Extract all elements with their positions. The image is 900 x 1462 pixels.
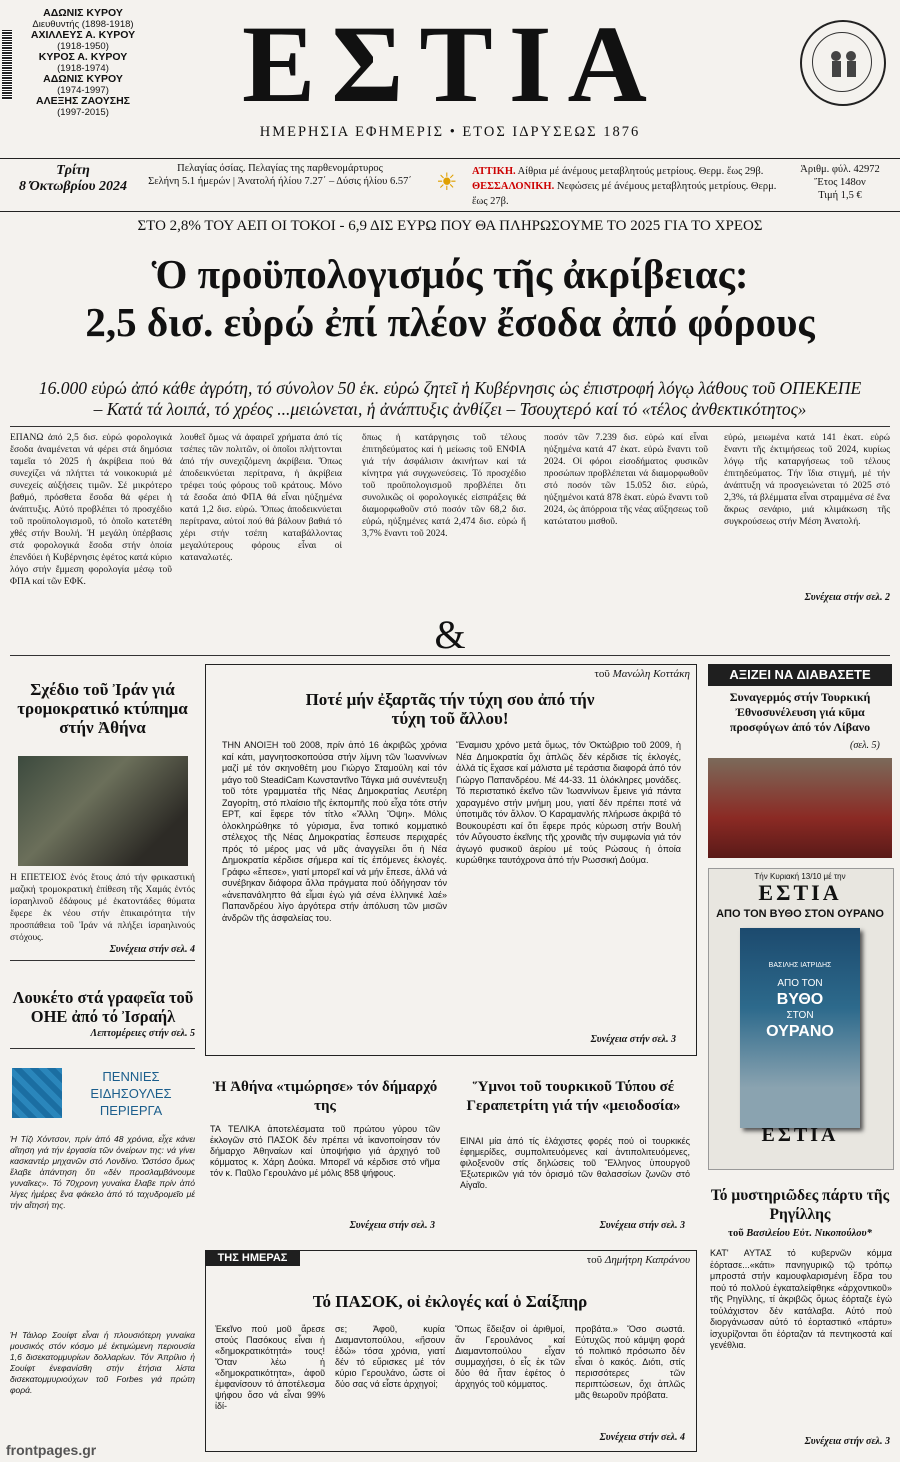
day-byline: τοῦ Δημήτρη Καπράνου — [586, 1254, 690, 1266]
lead-headline: Ὁ προϋπολογισμός τῆς ἀκρίβειας: 2,5 δισ. εὐρώ ἐπί πλέον ἔσοδα ἀπό φόρους — [85, 251, 815, 345]
iran-story-continued[interactable]: Συνέχεια στήν σελ. 4 — [109, 944, 195, 955]
lead-column-5: εὐρώ, μειωμένα κατά 141 ἑκατ. εὐρώ ἔναντι τῆς ἐκτιμήσεως τοῦ 2024, κυρίως λόγῳ τῆς καταργήσεως τοῦ τέλους ἐπιτηδεύματος. Τήν ἴδια στιγμή, μέ τήν ἀνάπτυξη νά προσγειώνεται τό 2025 στό 2,3%, τά βλέμματα εἶναι στραμμένα σέ ἕνα ἄκρως σενάριο, μιά κλιμάκωση τῆς συγκρούσεως στήν Μέση Ἀνατολή. — [724, 433, 890, 527]
storefront-photo — [18, 756, 188, 866]
founders-list: ΑΔΩΝΙΣ ΚΥΡΟΥ Διευθυντής (1898-1918) ΑΧΙΛΛΕΥΣ Α. ΚΥΡΟΥ (1918-1950) ΚΥΡΟΣ Α. ΚΥΡΟΥ (1918-1974) ΑΔΩΝΙΣ ΚΥΡΟΥ (1974-1997) ΑΛΕΞΗΣ ΖΑΟΥΣΗΣ (1997-2015) — [30, 7, 136, 118]
athens-story-title: Ἡ Ἀθήνα «τιμώρησε» τόν δήμαρχό της — [212, 1079, 438, 1114]
day-header: ΤΗΣ ΗΜΕΡΑΣ — [205, 1250, 300, 1266]
book-title: ΑΠΟ ΤΟΝ ΒΥΘΟ ΣΤΟΝ ΟΥΡΑΝΟ — [766, 978, 834, 1040]
un-story-title: Λουκέτο στά γραφεῖα τοῦ ΟΗΕ ἀπό τό Ἰσραήλ — [12, 988, 194, 1026]
promo-top-line: Τήν Κυριακή 13/10 μέ την — [754, 872, 846, 881]
day-continued[interactable]: Συνέχεια στήν σελ. 4 — [599, 1432, 685, 1443]
lead-column-4: ποσόν τῶν 7.239 δισ. εὐρώ καί εἶναι ηὐξημένα κατά 47 ἑκατ. εὐρώ ἔναντι τοῦ 2024. Οἱ φόροι εἰσοδήματος φυσικῶν προσώπων προβλέπεται νά διαμορφωθοῦν στό ποσόν τῶν 15.052 δισ. εὐρώ, ηὐξημένοι κατά 878 ἑκατ. εὐρώ ἔναντι τοῦ 2024, ὡς ἀπόρροια τῆς νέας αὔξησεως τοῦ κατώτατου μισθοῦ. — [544, 433, 708, 527]
day-column-2: σε; Ἀφοῦ, κυρία Διαμαντοπούλου, «ἤσουν ἐδώ» τόσα χρόνια, γιατί δέν τό εὕρισκες μέ τόν κύριο Γερουλάνο, ὥστε οἱ δύο σας νά εἶστε ἀρχηγοί; — [335, 1324, 445, 1389]
divider — [10, 655, 890, 656]
athens-story-body: ΤΑ ΤΕΛΙΚΑ ἀποτελέσματα τοῦ πρώτου γύρου τῶν ἐκλογῶν στό ΠΑΣΟΚ δέν πρέπει νά ἱκανοποίησαν τόν δήμαρχο Ἀθηναίων καί ὑποψήφιο γιά ἀρχηγό τοῦ κόμματος κ. Χάρη Δούκα. Μπορεῖ νά κέρδισε στό νῆμα τόν κ. Παῦλο Γερουλάνο μέ μόλις 858 ψήφους. — [210, 1124, 440, 1178]
pennies-item-2: Ἡ Τάιλορ Σουίφτ εἶναι ἡ πλουσιότερη γυναίκα μουσικός στόν κόσμο μέ ἐκτιμώμενη περιουσία 1,6 δισεκατομμυρίων δολλαρίων. Τόν Ἀπρίλιο ἡ Σουίφτ ἐνεφανίσθη στήν ἐτήσια λίστα δισεκατομμυριούχων τοῦ Forbes γιά πρώτη φορά. — [10, 1330, 195, 1395]
day-column-1: Ἐκεῖνο πού μοῦ ἄρεσε στούς Πασόκους εἶναι ἡ «δημοκρατικότητά» τους! Ὅταν λέω ἡ «δημοκρατικότητα», ἀφοῦ ἐμφανίσουν τό ἀποτέλεσμα ψήφου ὅσο νά εἶναι 99% ἰδί- — [215, 1324, 325, 1411]
lead-kicker: ΣΤΟ 2,8% ΤΟΥ ΑΕΠ ΟΙ ΤΟΚΟΙ - 6,9 ΔΙΣ ΕΥΡΩ ΠΟΥ ΘΑ ΠΛΗΡΩΣΟΥΜΕ ΤΟ 2025 ΓΙΑ ΤΟ ΧΡΕΟΣ — [137, 218, 763, 234]
day-column-4: προβάτα.» Ὄσο σωστά. Εὐτυχῶς πού κάμψη φορά τό πολιτικό πρόσωπο δέν εἶναι ὁ κακός. Διότι, στίς περισσότερες τῶν περιπτώσεων, ὄχι ἁπλῶς μᾶς θεωροῦν πρόβατα. — [575, 1324, 685, 1400]
promo-bottom-brand: ΕΣΤΙΑ — [761, 1124, 839, 1146]
lead-deck: 16.000 εὐρώ ἀπό κάθε ἀγρότη, τό σύνολον 50 ἑκ. εὐρώ ζητεῖ ἡ Κυβέρνησις ὡς ἐπιστροφή λόγῳ λάθους τοῦ ΟΠΕΚΕΠΕ – Κατά τά λοιπά, τό χρέος ...μειώνεται, ἡ ἀνάπτυξις ἀνθίζει – Τσουχτερό καί τό «τέλος ἀνθεκτικότητος» — [38, 378, 862, 419]
masthead-title: ΕΣΤΙΑ — [242, 3, 663, 125]
divider — [10, 1048, 195, 1049]
lead-continued[interactable]: Συνέχεια στήν σελ. 2 — [804, 592, 890, 603]
hymns-story-continued[interactable]: Συνέχεια στήν σελ. 3 — [599, 1220, 685, 1231]
pennies-logo-icon — [12, 1068, 62, 1118]
lead-column-1: ΕΠΑΝΩ ἀπό 2,5 δισ. εὐρώ φορολογικά ἔσοδα ἀναμένεται νά φέρει στά δημόσια ταμεῖα τό 2025 ἡ ἀκρίβεια πού θά συνεχίζει νά πλήττει τά νοικοκυριά μέ συνεχείς αὐξήσεις τιμῶν. Σέ μικρότερο βαθμό, πρόσθετα ἔσοδα θά φέρει ἡ ἀνάπτυξις. Αὐτό προβλέπει τό προσχέδιο τοῦ προϋπολογισμοῦ, τό ὁποῖο κατετέθη χθές στήν Βουλή. Ἡ μεγάλη ὑπέρβασις στά φορολογικά ἔσοδα στήν ὁποία ἐπενδύει ἡ Κυβέρνησις ἐφέτος κατά κύριο λόγο στήν ἔμμεση φορολογία μέσῳ τοῦ ΦΠΑ καί τῶν ΕΦΚ. — [10, 433, 172, 587]
pennies-item-1: Ἡ Τίζι Χόντσον, πρίν ἀπό 48 χρόνια, εἶχε κάνει αἴτηση γιά τήν ἐργασία τῶν ὀνείρων της: νά γίνει κασκαντέρ μηχανῶν στό Λονδίνο. Ὡστόσο ὅμως ἔλαβε ἀπάντηση ὅτι «δέν προσλαμβάνουμε γυναῖκες». Τό 70χρονη γυναίκα ἔλαβε πρίν ἀπό λίγες ἡμέρες ἕνα φάκελο ἀπό τό ταχυδρομεῖο μέ τήν αἴτησή της. — [10, 1134, 195, 1210]
parliament-photo — [708, 758, 892, 858]
book-author: ΒΑΣΙΛΗΣ ΙΑΤΡΙΔΗΣ — [768, 962, 832, 969]
lead-column-2: λουθεῖ ὅμως νά ἀφαιρεῖ χρήματα ἀπό τίς τσέπες τῶν πολιτῶν, οἱ ὁποῖοι πλήττονται ἀπό τήν συνεχιζόμενη ἀκρίβεια. Ὅπως ἀποδεικνύεται περίτρανα, ἡ ἀκρίβεια τρέφει τούς φόρους τοῦ κράτους. Μόνο τά ἔσοδα ἀπό ΦΠΑ θά εἶναι ηὐξημένα κατά 1,2 δισ. εὐρώ. Ὅπως ἀποδεικνύεται περίτρανα, αὐτοί πού θά βάλουν βαθιά τό χέρι στήν τσέπη καταβάλλοντας μεγαλύτερους φόρους εἶναι οἱ καταναλωτές. — [180, 433, 342, 563]
opinion-byline: τοῦ Μανώλη Κοττάκη — [594, 668, 690, 680]
divider — [10, 960, 195, 961]
rigilli-body: ΚΑΤ' ΑΥΤΑΣ τό κυβερνῶν κόμμα ἑόρτασε...«κάτι» πανηγυρικῷ τῷ τρόπῳ μπροστά στήν καμουφλαρισμένη ἔδρα του πού τό πολλού ἐγκαταλείφθηκε «ἀρχοντικοῦ» τῆς Ρηγίλλης, τί ἀκριβῶς ὅμως ἑόρταζε ἐγώ τοὐλάχιστον δέν κατάλαβα. Αὐτό πού διοργάνωσαν αὐτό τό ἑορταστικό «πάρτυ» ἰσχυρίζονται ὅτι ἑόρταζαν τά πεντηκοστά καί γενέθλια. — [710, 1248, 892, 1350]
worth-reading-title[interactable]: Συναγερμός στήν Τουρκική Ἐθνοσυνέλευση γιά κῦμα προσφύγων ἀπό τόν Λίβανο — [729, 690, 871, 734]
hymns-story-body: ΕΙΝΑΙ μία ἀπό τίς ἐλάχιστες φορές πού οἱ τουρκικές ἐφημερίδες, συμπολιτευόμενες καί ἀντιπολιτευόμενες, φιλοξενοῦν στίς δηλώσεις τοῦ Ἕλληνος ὑπουργοῦ Ἐξωτερικῶν γιά τόν ὁρισμό τῶν θαλασσίων ζωνῶν στό Αἰγαῖο. — [460, 1136, 690, 1190]
rigilli-title: Τό μυστηριῶδες πάρτυ τῆς Ρηγίλλης — [710, 1187, 890, 1223]
source-watermark: frontpages.gr — [6, 1442, 97, 1458]
worth-reading-ref: (σελ. 5) — [850, 740, 880, 751]
promo-brand: ΕΣΤΙΑ — [758, 880, 842, 905]
day-column-3: Ὅπως ἔδειξαν οἱ ἀριθμοί, ἄν Γερουλάνος καί Διαμαντοπούλου εἶχαν συμμαχήσει, ὁ εἷς ἐκ τῶν δύο θά ἦταν ἐφέτος ὁ ἀρχηγός τοῦ κόμματος. — [455, 1324, 565, 1389]
divider — [10, 426, 890, 427]
day-title: Τό ΠΑΣΟΚ, οἱ ἐκλογές καί ὁ Σαίξπηρ — [312, 1292, 588, 1311]
athens-story-continued[interactable]: Συνέχεια στήν σελ. 3 — [349, 1220, 435, 1231]
masthead-subtitle: ΗΜΕΡΗΣΙΑ ΕΦΗΜΕΡΙΣ • ΕΤΟΣ ΙΔΡΥΣΕΩΣ 1876 — [259, 124, 641, 140]
issue-date: Τρίτη 8 Όκτωβρίου 2024 — [19, 163, 127, 194]
un-story-continued[interactable]: Λεπτομέρειες στήν σελ. 5 — [90, 1028, 195, 1039]
weather-forecast: ΑΤΤΙΚΗ. Αίθρια μέ άνέμους μεταβλητούς μετρίους. Θερμ. ἕως 29β. ΘΕΣΣΑΛΟΝΙΚΗ. Νεφώσεις μέ άνέμους μεταβλητούς μετρίους. Θερμ. ἕως 27β. — [472, 166, 777, 207]
seal-logo — [800, 20, 886, 106]
iran-story-title: Σχέδιο τοῦ Ἰράν γιά τρομοκρατικό κτύπημα στήν Ἀθήνα — [17, 680, 188, 737]
opinion-title: Ποτέ μήν ἐξαρτᾶς τήν τύχη σου ἀπό τήν τύχη τοῦ ἄλλου! — [305, 690, 595, 728]
opinion-continued[interactable]: Συνέχεια στήν σελ. 3 — [590, 1034, 676, 1045]
rigilli-byline: τοῦ Βασιλείου Εὐτ. Νικοπούλου* — [728, 1228, 872, 1239]
iran-story-body: Η ΕΠΕΤΕΙΟΣ ἑνός ἔτους ἀπό τήν φρικαστική μαζική τρομοκρατική ἐπίθεση τῆς Χαμάς ἐντός ἰσραηλινοῦ ἐδάφους μέ ἑκατοντάδες θύματα ἔφερε ἐκ νέου στήν ἐπικαιρότητα τήν προσπάθεια τοῦ Ἰράν νά πλήξει ἰσραηλινούς στόχους. — [10, 873, 195, 943]
hymns-story-title: Ὕμνοι τοῦ τουρκικοῦ Τύπου σέ Γεραπετρίτη γιά τήν «μειοδοσία» — [466, 1079, 681, 1114]
promo-tagline: ΑΠΟ ΤΟΝ ΒΥΘΟ ΣΤΟΝ ΟΥΡΑΝΟ — [716, 908, 884, 920]
pennies-header: ΠΕΝΝΙΕΣ ΕΙΔΗΣΟΥΛΕΣ ΠΕΡΙΕΡΓΑ — [90, 1069, 172, 1118]
worth-reading-header: ΑΞΙΖΕΙ ΝΑ ΔΙΑΒΑΣΕΤΕ — [708, 664, 892, 686]
rigilli-continued[interactable]: Συνέχεια στήν σελ. 3 — [804, 1436, 890, 1447]
opinion-column-1: ΤΗΝ ΑΝΟΙΞΗ τοῦ 2008, πρίν ἀπό 16 ἀκριβῶς χρόνια καί κάτι, μαγνητοσκοπούσα στήν λίμνη τῶν Ἰωαννίνων μαζί μέ τόν σκηνοθέτη μου Γιώργο Σταμούλη καί τόν μάγο τοῦ SteadiCam Κωνσταντῖνο Τάγκα μιά συνέντευξη τοῦ τότε γραμματέα τῆς Νέας Δημοκρατίας Λευτέρη Ζαγορίτη, στό πλαίσιο τῆς ἐκπομπῆς πού εἶχα τότε στήν ΕΡΤ, καί ἔφερε τόν τίτλο «Ἄλλη Ὄψη». Μόλις ὁλοκληρώθηκε τό γύρισμα, ἕνα τοπικό κομματικό στέλεχος τῆς Νέας Δημοκρατίας ἔσπευσε περιχαρές πρός τό μέρος μας νά μᾶς ἀναγγείλει ὅτι ἡ Νέα Δημοκρατία κέρδισε σήμερα καί τίς ἑπόμενες ἐκλογές. Γράφω «ἔπεσε», γιατί μπορεῖ καί νά μήν ἔπεσε, ἀλλά νά συνέβηκαν διάφορα ἄλλα πράγματα πού ὁδήγησαν τόν «ἀνεπανάληπτο θά εἶμαι ἐγώ γιά σένα ἑλληνικέ λαέ» Παπανδρέου λίγο ἀργότερα στήν ἀπόλυση τῶν μισῶν ἀνδρῶν τῆς ἀσφαλείας του. — [222, 740, 447, 923]
saints-of-day: Πελαγίας όσίας. Πελαγίας της παρθενομάρτυρος Σελήνη 5.1 ήμερών | Ἀνατολή ήλίου 7.27΄ – Δύσις ήλίου 6.57΄ — [148, 163, 412, 187]
seal-figures-icon — [824, 44, 862, 82]
opinion-column-2: Ἕναμισυ χρόνο μετά ὅμως, τόν Ὀκτώβριο τοῦ 2009, ἡ Νέα Δημοκρατία ὄχι ἁπλῶς δέν κέρδισε τίς ἐκλογές, ἀλλά τίς ἔχασε καί μάλιστα μέ τεράστια διαφορά ἀπό τόν Γιώργο Παπανδρέου. Μέ 44-33. 11 ὁλόκληρες μονάδες. Τό περιστατικό ἐκεῖνο τῶν Ἰωαννίνων ἔμεινε γιά πάντα χαραγμένο στήν μνήμη μου, γιατί δέν πρέπει ποτέ νά ὑποτιμᾶς τόν ἄλλον. Ὁ Καραμανλής πλήρωσε ἀκριβά τό Βουκουρέστι καί ὅτι ἔφερε πρός κύρωση στήν Βουλή τόν Αὔγουστο ἐκεῖνης τῆς χρονιᾶς τήν συμφωνία γιά τόν ἀγωγό φυσικοῦ ἀερίου μέ τούς Ρώσους ἡ ὁποία κυρώθηκε ταυτόχρονα ἀπό τήν Ρωσσική Δούμα. — [456, 740, 681, 865]
lead-column-3: ὅπως ἡ κατάργησις τοῦ τέλους ἐπιτηδεύματος καί ἡ μείωσις τοῦ ΕΝΦΙΑ γιά τήν ἀσφάλισιν ἀκινήτων καί τά κίνητρα γιά συγχωνεύσεις. Τό προσχέδιο τοῦ προϋπολογισμοῦ προβλέπει ὅτι συνολικῶς οἱ φορολογικές εἰσπράξεις θά διαμορφωθοῦν στό ποσόν τῶν 68,2 δισ. εὐρώ, ηὐξημένες κατά 2,474 δισ. εὐρώ ἤ 3,7% ἔναντι τοῦ 2024. — [362, 433, 526, 539]
issue-info: Ἀριθμ. φύλ. 42972 Ἔτος 148ον Τιμή 1,5 € — [800, 164, 880, 201]
ampersand-ornament: & — [434, 612, 466, 657]
sun-icon: ☀ — [436, 170, 458, 196]
